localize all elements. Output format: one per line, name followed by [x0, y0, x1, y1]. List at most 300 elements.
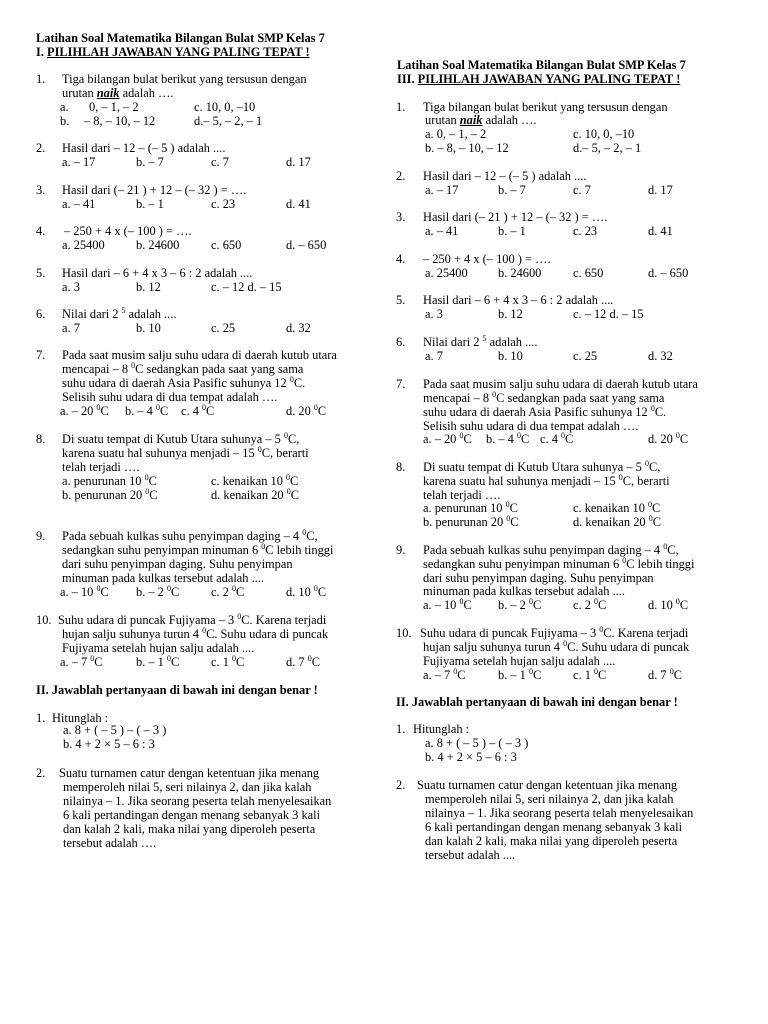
option-c: c. 7: [211, 155, 229, 169]
option-d: d. 17: [648, 183, 673, 197]
question-number: 6.: [396, 335, 406, 349]
text-part: mencapai – 8: [423, 391, 493, 405]
text-part: c. kenaikan 10: [573, 501, 649, 515]
text-part: a. penurunan 10: [62, 474, 145, 488]
question-text: 6 kali pertandingan dengan menang sebanyak 3 kali: [425, 820, 683, 834]
option-c: c. 10, 0, –10: [194, 100, 256, 114]
option-b: [423, 515, 519, 529]
degree-mark: 0: [289, 375, 294, 384]
text-part: C: [236, 655, 245, 669]
question-text: Selisih suhu udara di dua tempat adalah ….: [423, 419, 639, 433]
degree-mark: 0: [506, 514, 511, 523]
text-part: C: [510, 515, 519, 529]
question-number: 2.: [396, 169, 406, 183]
degree-mark: 0: [145, 487, 150, 496]
option-c-d: c. – 12 d. – 15: [211, 280, 282, 294]
question-text: [423, 557, 694, 571]
question-number: 9.: [396, 543, 406, 557]
degree-mark: 0: [669, 667, 674, 676]
degree-mark: 0: [237, 612, 242, 621]
degree-mark: 0: [618, 473, 623, 482]
text-part: C: [317, 585, 327, 599]
text-part: adalah ….: [482, 113, 537, 127]
question-number: 4.: [396, 252, 406, 266]
question-number: 5.: [396, 293, 406, 307]
option-c: [211, 474, 298, 488]
text-part: C: [520, 432, 530, 446]
sub-question-a: a. 8 + ( – 5 ) – ( – 3 ): [63, 723, 167, 737]
question-text: Fujiyama setelah hujan salju adalah ....: [62, 641, 255, 655]
text-part: C: [148, 474, 157, 488]
text-part: C,: [667, 543, 679, 557]
question-text: [423, 543, 679, 557]
degree-mark: 0: [286, 487, 291, 496]
option-d: [648, 598, 688, 612]
question-text: Hitunglah :: [52, 711, 109, 725]
question-number: 3.: [396, 210, 406, 224]
degree-mark: 0: [96, 584, 101, 593]
degree-mark: 0: [453, 667, 458, 676]
option-b: – 8, – 10, – 12: [84, 114, 156, 128]
text-part: Nilai dari 2: [423, 335, 483, 349]
question-text: Hasil dari – 12 – (– 5 ) adalah ....: [62, 141, 226, 155]
text-part: C: [463, 432, 472, 446]
text-part: C.: [654, 405, 667, 419]
text-part: a. – 10: [60, 585, 97, 599]
text-part: C sedangkan pada saat yang sama: [496, 391, 665, 405]
question-text: Fujiyama setelah hujan salju adalah ....: [423, 654, 616, 668]
question-text: [420, 626, 688, 640]
text-part: C,: [306, 529, 318, 543]
text-part: C, berarti: [261, 446, 309, 460]
text-part: C: [679, 432, 689, 446]
text-part: C.: [293, 376, 306, 390]
text-part: C: [673, 668, 682, 682]
question-text: Suatu turnamen catur dengan ketentuan jika menang: [417, 778, 678, 792]
question-text: [62, 362, 303, 376]
degree-mark: 0: [96, 403, 101, 412]
question-text: [423, 335, 537, 349]
degree-mark: 0: [261, 542, 266, 551]
degree-mark: 0: [131, 361, 136, 370]
degree-mark: 0: [528, 597, 533, 606]
option-c-d: c. – 12 d. – 15: [573, 307, 644, 321]
option-d: d. 41: [286, 197, 311, 211]
text-part: d. 10: [648, 598, 676, 612]
text-part: Pada sebuah kulkas suhu penyimpan daging – 4: [423, 543, 664, 557]
option-c: c. 23: [211, 197, 236, 211]
option-a: a. – 17: [425, 183, 459, 197]
option-label: a.: [60, 100, 69, 114]
option-c: c. 25: [211, 321, 236, 335]
text-part: b. – 4: [125, 404, 156, 418]
option-c: [573, 598, 606, 612]
text-part: C: [170, 655, 180, 669]
option-a: a. 3: [425, 307, 443, 321]
degree-mark: 0: [650, 404, 655, 413]
degree-mark: 0: [622, 556, 627, 565]
degree-mark: 0: [599, 625, 604, 634]
text-part: C sedangkan pada saat yang sama: [135, 362, 304, 376]
section-1-number: III.: [397, 72, 418, 86]
question-text: Hitunglah :: [413, 722, 470, 736]
text-part: Di suatu tempat di Kutub Utara suhunya – 5: [62, 432, 284, 446]
degree-mark: 0: [202, 403, 206, 412]
text-part: d. 7: [286, 655, 308, 669]
question-text: telah terjadi ….: [423, 488, 501, 502]
option-label: b.: [60, 114, 70, 128]
text-part: C: [100, 585, 109, 599]
degree-mark: 0: [302, 528, 307, 537]
option-d: d.– 5, – 2, – 1: [573, 141, 642, 155]
option-c: [211, 585, 244, 599]
text-part: C: [652, 515, 661, 529]
option-c: [540, 432, 573, 446]
sub-question-a: a. 8 + ( – 5 ) – ( – 3 ): [425, 736, 529, 750]
option-b: b. – 1: [136, 197, 164, 211]
text-part: C: [206, 404, 215, 418]
option-c: [181, 404, 214, 418]
option-d: [286, 585, 326, 599]
option-d: [648, 432, 688, 446]
question-number: 2.: [36, 766, 46, 780]
text-part: C: [509, 501, 518, 515]
text-part: b. – 1: [136, 655, 167, 669]
option-a: [423, 501, 518, 515]
degree-mark: 0: [648, 500, 653, 509]
degree-mark: 0: [594, 667, 598, 676]
option-a: [423, 598, 472, 612]
option-d: d.– 5, – 2, – 1: [194, 114, 263, 128]
degree-mark: 0: [232, 584, 236, 593]
degree-mark: 0: [594, 597, 598, 606]
question-text: Suatu turnamen catur dengan ketentuan jika menang: [59, 766, 320, 780]
text-part: sedangkan suhu penyimpan minuman 6: [62, 543, 262, 557]
text-part: C: [598, 598, 607, 612]
worksheet-title: Latihan Soal Matematika Bilangan Bulat SMP Kelas 7: [397, 58, 686, 72]
option-d: [211, 488, 299, 502]
question-number: 10.: [396, 626, 412, 640]
question-text: [62, 376, 305, 390]
option-b: [136, 585, 179, 599]
question-text: 6 kali pertandingan dengan menang sebanyak 3 kali: [63, 808, 321, 822]
text-part: b. penurunan 20: [423, 515, 507, 529]
text-part: C: [317, 404, 327, 418]
degree-mark: 0: [257, 445, 262, 454]
degree-mark: 0: [492, 390, 497, 399]
text-part: d. 20: [648, 432, 676, 446]
option-d: d. – 650: [648, 266, 689, 280]
text-part: Suhu udara di puncak Fujiyama – 3: [58, 613, 238, 627]
option-c: [573, 668, 606, 682]
text-part: a. penurunan 10: [423, 501, 506, 515]
text-part: b. – 4: [486, 432, 517, 446]
section-1-text: PILIHLAH JAWABAN YANG PALING TEPAT !: [417, 72, 681, 86]
section-1-heading: [397, 72, 680, 86]
section-1-heading: [36, 45, 310, 59]
question-number: 1.: [36, 72, 46, 86]
option-a: [423, 668, 466, 682]
degree-mark: 0: [155, 403, 160, 412]
text-part: d. 10: [286, 585, 314, 599]
exponent: 5: [482, 334, 487, 343]
question-number: 10.: [36, 613, 52, 627]
worksheet-title: Latihan Soal Matematika Bilangan Bulat SMP Kelas 7: [36, 31, 325, 45]
option-d: [286, 655, 320, 669]
text-part: C,: [287, 432, 300, 446]
text-part: Di suatu tempat di Kutub Utara suhunya – 5: [423, 460, 645, 474]
option-b: [125, 404, 168, 418]
text-part: Nilai dari 2: [62, 307, 122, 321]
degree-mark: 0: [528, 667, 533, 676]
option-b: [62, 488, 158, 502]
question-number: 1.: [396, 722, 406, 736]
option-b: [136, 655, 179, 669]
exponent: 5: [121, 306, 126, 315]
text-part: c. 2: [573, 598, 594, 612]
text-part: b. – 2: [136, 585, 167, 599]
text-part: c. 4: [540, 432, 561, 446]
text-part: C: [290, 488, 299, 502]
text-part: hujan salju suhunya turun 4: [62, 627, 203, 641]
question-text: [62, 627, 328, 641]
question-text: dan kalah 2 kali, maka nilai yang diperoleh peserta: [425, 834, 678, 848]
text-part: C: [94, 655, 103, 669]
option-a: [62, 474, 157, 488]
option-b: b. 12: [498, 307, 523, 321]
text-part: C: [598, 668, 607, 682]
question-text: [425, 113, 537, 127]
text-part: a. – 20: [423, 432, 460, 446]
question-text: minuman pada kulkas tersebut adalah ....: [62, 571, 264, 585]
text-part: a. – 10: [423, 598, 460, 612]
degree-mark: 0: [648, 514, 653, 523]
degree-mark: 0: [232, 654, 236, 663]
text-part: C: [679, 598, 689, 612]
degree-mark: 0: [283, 431, 288, 440]
text-part: C: [652, 501, 661, 515]
option-a: 0, – 1, – 2: [89, 100, 139, 114]
question-text: [423, 391, 664, 405]
option-c: c. 650: [573, 266, 604, 280]
text-part: hujan salju suhunya turun 4: [423, 640, 564, 654]
text-part: c. kenaikan 10: [211, 474, 287, 488]
option-b: b. – 8, – 10, – 12: [425, 141, 509, 155]
text-part: sedangkan suhu penyimpan minuman 6: [423, 557, 623, 571]
option-d: [648, 668, 682, 682]
question-number: 8.: [36, 432, 46, 446]
text-part: Suhu udara di puncak Fujiyama – 3: [420, 626, 600, 640]
option-d: d. 17: [286, 155, 311, 169]
text-part: a. – 7: [423, 668, 454, 682]
question-text: Hasil dari (– 21 ) + 12 – (– 32 ) = ….: [62, 183, 247, 197]
text-part: C: [236, 585, 245, 599]
degree-mark: 0: [516, 431, 521, 440]
question-number: 9.: [36, 529, 46, 543]
question-number: 1.: [396, 100, 406, 114]
option-a: a. 7: [62, 321, 80, 335]
option-d: d. 32: [286, 321, 311, 335]
question-number: 1.: [36, 711, 46, 725]
text-part: adalah ....: [125, 307, 177, 321]
question-number: 8.: [396, 460, 406, 474]
option-b: b. 10: [498, 349, 523, 363]
text-part: c. 4: [181, 404, 202, 418]
option-a: [423, 432, 472, 446]
text-part: karena suatu hal suhunya menjadi – 15: [62, 446, 258, 460]
option-a: a. – 41: [62, 197, 96, 211]
question-text: Hasil dari – 12 – (– 5 ) adalah ....: [423, 169, 587, 183]
option-c: c. 23: [573, 224, 598, 238]
text-part: b. – 1: [498, 668, 529, 682]
question-text: Selisih suhu udara di dua tempat adalah ….: [62, 390, 278, 404]
option-d: [573, 515, 661, 529]
question-text: Hasil dari – 6 + 4 x 3 – 6 : 2 adalah ....: [62, 266, 253, 280]
question-text: dari suhu penyimpan daging. Suhu penyimpan: [62, 557, 293, 571]
text-part: c. 1: [211, 655, 232, 669]
question-text: nilainya – 1. Jika seorang peserta telah menyelesaikan: [63, 794, 332, 808]
degree-mark: 0: [459, 431, 464, 440]
option-a: [60, 655, 103, 669]
text-part: C: [100, 404, 109, 418]
text-part: C lebih tinggi: [626, 557, 695, 571]
question-text: [62, 446, 309, 460]
text-part: d. 20: [286, 404, 314, 418]
question-text: [62, 543, 333, 557]
option-c: c. 650: [211, 238, 242, 252]
option-b: b. – 7: [498, 183, 526, 197]
section-1-number: I.: [36, 45, 48, 59]
option-d: d. 41: [648, 224, 673, 238]
question-text: tersebut adalah ….: [63, 836, 157, 850]
question-text: nilainya – 1. Jika seorang peserta telah menyelesaikan: [425, 806, 694, 820]
text-part: C: [457, 668, 466, 682]
degree-mark: 0: [663, 542, 668, 551]
question-text: [423, 474, 670, 488]
option-b: b. 10: [136, 321, 161, 335]
question-text: [62, 307, 176, 321]
question-text: [58, 613, 326, 627]
option-b: [486, 432, 529, 446]
degree-mark: 0: [644, 459, 649, 468]
question-text: memperoleh nilai 5, seri nilainya 2, dan jika kalah: [425, 792, 674, 806]
degree-mark: 0: [202, 626, 207, 635]
question-text: – 250 + 4 x (– 100 ) = ….: [64, 224, 192, 238]
text-part: suhu udara di daerah Asia Pasific suhunya 12: [423, 405, 651, 419]
text-part: b. – 2: [498, 598, 529, 612]
text-part: a. – 20: [60, 404, 97, 418]
text-part: C. Suhu udara di puncak: [206, 627, 329, 641]
text-part: C: [149, 488, 158, 502]
option-b: b. 12: [136, 280, 161, 294]
question-number: 2.: [396, 778, 406, 792]
text-part: C: [532, 598, 542, 612]
question-text: Hasil dari – 6 + 4 x 3 – 6 : 2 adalah ....: [423, 293, 614, 307]
sub-question-b: b. 4 + 2 × 5 – 6 : 3: [425, 750, 517, 764]
text-part: C. Karena terjadi: [241, 613, 327, 627]
text-part: d. kenaikan 20: [573, 515, 649, 529]
degree-mark: 0: [286, 473, 291, 482]
option-b: b. – 7: [136, 155, 164, 169]
degree-mark: 0: [313, 584, 318, 593]
question-text: [423, 640, 689, 654]
degree-mark: 0: [675, 597, 680, 606]
option-c: [573, 501, 660, 515]
question-text: Tiga bilangan bulat berikut yang tersusun dengan: [423, 100, 668, 114]
section-2-heading: II. Jawablah pertanyaan di bawah ini dengan benar !: [36, 683, 318, 697]
question-text: telah terjadi ….: [62, 460, 140, 474]
question-text: – 250 + 4 x (– 100 ) = ….: [423, 252, 551, 266]
option-d: d. – 650: [286, 238, 327, 252]
sub-question-b: b. 4 + 2 × 5 – 6 : 3: [63, 737, 155, 751]
text-part: C lebih tinggi: [265, 543, 334, 557]
emphasized-word: naik: [96, 86, 120, 100]
option-c: c. 10, 0, –10: [573, 127, 635, 141]
question-text: [423, 460, 660, 474]
option-a: [60, 585, 109, 599]
text-part: C: [532, 668, 542, 682]
question-number: 4.: [36, 224, 46, 238]
text-part: urutan: [62, 86, 97, 100]
degree-mark: 0: [144, 473, 149, 482]
degree-mark: 0: [561, 431, 565, 440]
text-part: C. Suhu udara di puncak: [567, 640, 690, 654]
question-text: Pada saat musim salju suhu udara di daerah kutub utara: [62, 348, 337, 362]
option-b: [498, 668, 541, 682]
option-a: a. 25400: [425, 266, 468, 280]
question-number: 2.: [36, 141, 46, 155]
text-part: C, berarti: [622, 474, 670, 488]
option-a: a. 3: [62, 280, 80, 294]
option-a: a. 7: [425, 349, 443, 363]
question-text: [423, 405, 666, 419]
question-text: [62, 432, 299, 446]
question-text: [62, 529, 318, 543]
text-part: C: [311, 655, 320, 669]
question-text: Tiga bilangan bulat berikut yang tersusun dengan: [62, 72, 307, 86]
text-part: c. 1: [573, 668, 594, 682]
option-d: [286, 404, 326, 418]
degree-mark: 0: [313, 403, 318, 412]
text-part: suhu udara di daerah Asia Pasific suhunya 12: [62, 376, 290, 390]
degree-mark: 0: [563, 639, 568, 648]
text-part: d. 7: [648, 668, 670, 682]
degree-mark: 0: [675, 431, 680, 440]
question-number: 6.: [36, 307, 46, 321]
degree-mark: 0: [307, 654, 312, 663]
option-a: [60, 404, 109, 418]
option-d: d. 32: [648, 349, 673, 363]
text-part: Pada sebuah kulkas suhu penyimpan daging – 4: [62, 529, 303, 543]
option-b: [498, 598, 541, 612]
question-text: dari suhu penyimpan daging. Suhu penyimpan: [423, 571, 654, 585]
question-text: Pada saat musim salju suhu udara di daerah kutub utara: [423, 377, 698, 391]
degree-mark: 0: [166, 584, 171, 593]
option-c: c. 7: [573, 183, 591, 197]
option-a: a. 25400: [62, 238, 105, 252]
question-text: dan kalah 2 kali, maka nilai yang diperoleh peserta: [63, 822, 316, 836]
text-part: C: [290, 474, 299, 488]
question-text: minuman pada kulkas tersebut adalah ....: [423, 584, 625, 598]
option-b: b. 24600: [136, 238, 180, 252]
question-number: 7.: [396, 377, 406, 391]
option-c: [211, 655, 244, 669]
option-b: b. – 1: [498, 224, 526, 238]
section-1-text: PILIHLAH JAWABAN YANG PALING TEPAT !: [47, 45, 310, 59]
text-part: urutan: [425, 113, 460, 127]
section-2-heading: II. Jawablah pertanyaan di bawah ini dengan benar !: [396, 695, 678, 709]
question-text: tersebut adalah ....: [425, 848, 516, 862]
